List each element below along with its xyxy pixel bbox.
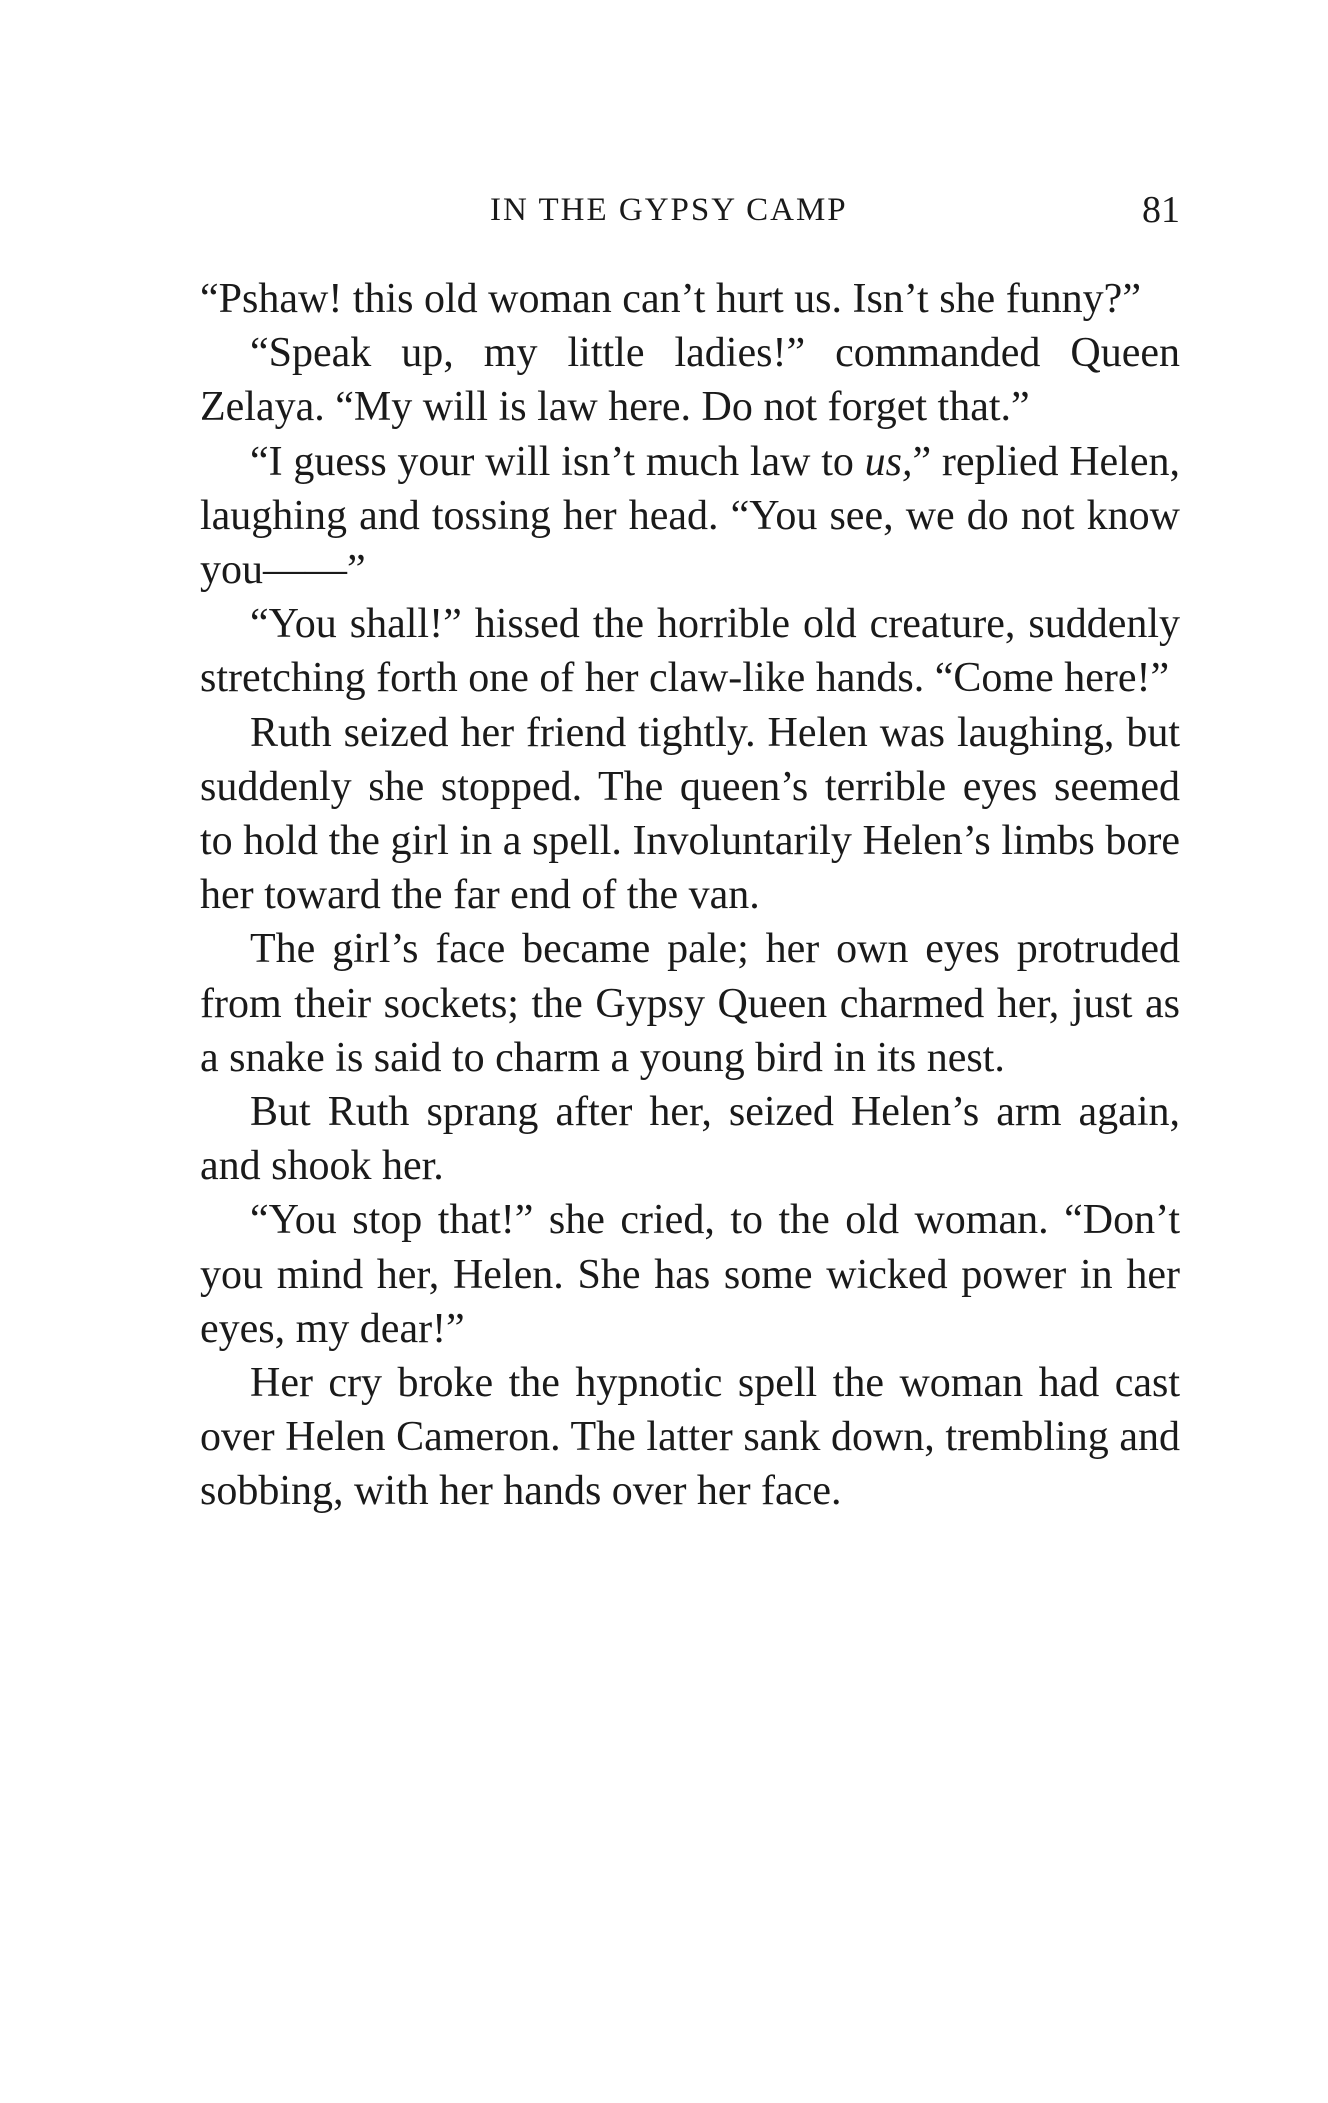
running-header: [200, 189, 1180, 242]
paragraph: “You shall!” hissed the horrible old creature, suddenly stretching forth one of her claw-like hands. “Come here!”: [200, 601, 1180, 702]
paragraph: Her cry broke the hypnotic spell the woman had cast over Helen Cameron. The latter sank down, trembling and sobbing, with her hands over her face.: [200, 1360, 1180, 1515]
emphasized-word: us,: [864, 438, 913, 485]
paragraph: [200, 435, 1180, 598]
page-number: 81: [1142, 189, 1180, 231]
paragraph-text: ” replied Helen, laughing and tossing her head. “You see, we do not know you——”: [200, 438, 1180, 594]
paragraph: “Speak up, my little ladies!” commanded Queen Zelaya. “My will is law here. Do not forget that.”: [200, 330, 1180, 431]
running-title: IN THE GYPSY CAMP: [490, 192, 848, 228]
paragraph: “You stop that!” she cried, to the old woman. “Don’t you mind her, Helen. She has some wicked power in her eyes, my dear!”: [200, 1197, 1180, 1352]
paragraph-text: “I guess your will isn’t much law to: [250, 438, 865, 485]
paragraph: Ruth seized her friend tightly. Helen was laughing, but suddenly she stopped. The queen’s terrible eyes seemed to hold the girl in a spell. Involuntarily Helen’s limbs bore her toward the far end of the van.: [200, 709, 1180, 919]
paragraph: But Ruth sprang after her, seized Helen’s arm again, and shook her.: [200, 1089, 1180, 1190]
body-text: [200, 272, 1180, 1519]
paragraph: The girl’s face became pale; her own eyes protruded from their sockets; the Gypsy Queen charmed her, just as a snake is said to charm a young bird in its nest.: [200, 926, 1180, 1081]
paragraph: “Pshaw! this old woman can’t hurt us. Isn’t she funny?”: [200, 276, 1141, 322]
